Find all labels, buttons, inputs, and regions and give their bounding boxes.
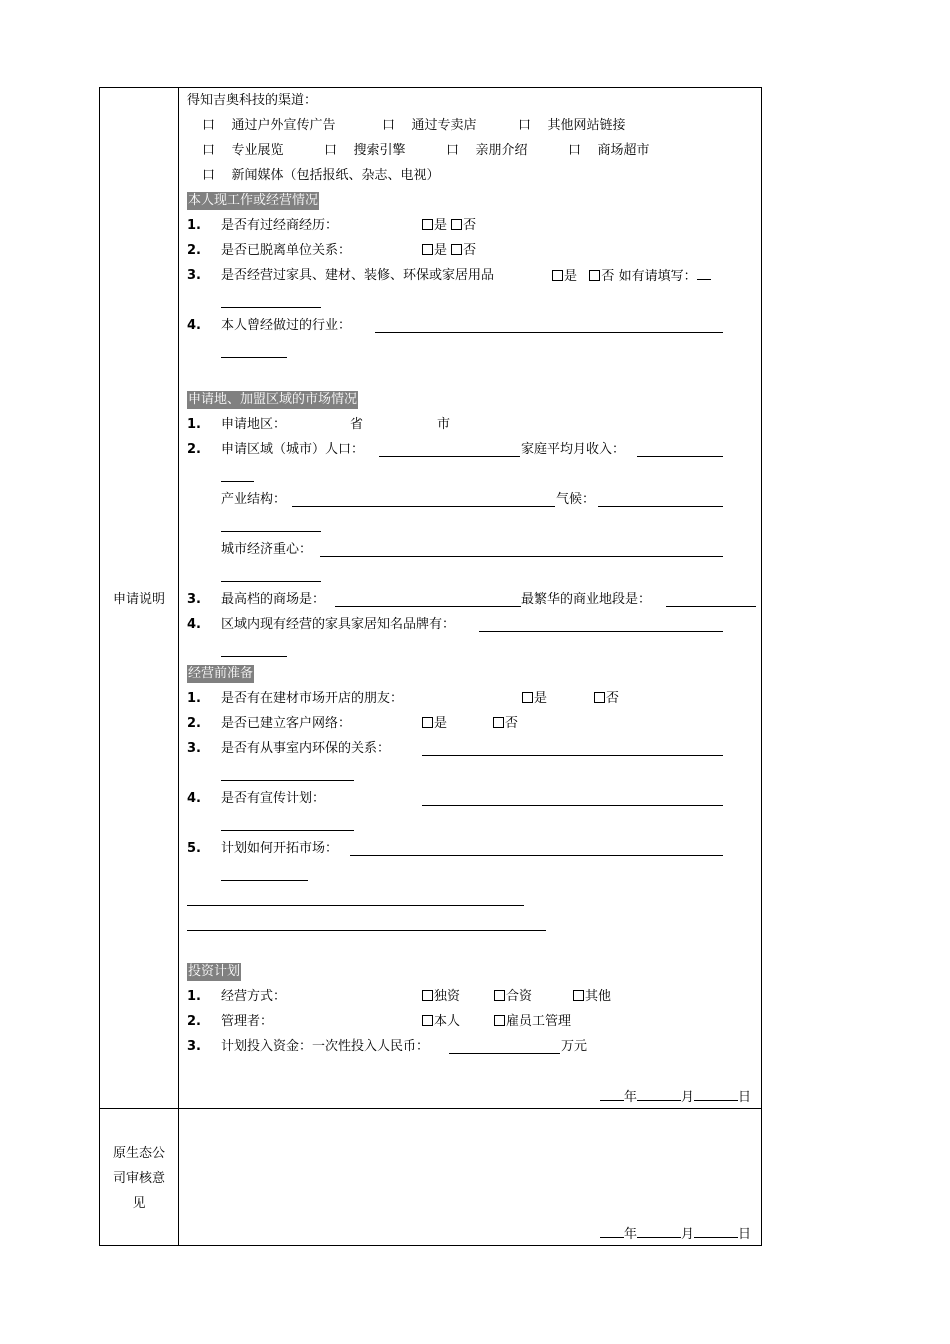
- work-q2-label: 是否已脱离单位关系：: [221, 243, 352, 258]
- prep-q1-no[interactable]: 否: [594, 689, 619, 709]
- economy-blank-continued[interactable]: [221, 581, 321, 582]
- industry-blank[interactable]: [292, 506, 555, 507]
- section-header-market: 申请地、加盟区域的市场情况: [188, 392, 358, 407]
- channel-option-search[interactable]: 口 搜索引擎: [324, 143, 406, 158]
- work-q1-label: 是否有过经商经历：: [221, 218, 339, 233]
- prep-q3-label: 是否有从事室内环保的关系：: [221, 741, 391, 756]
- year-blank[interactable]: [600, 1087, 624, 1101]
- invest-q2-label: 管理者：: [221, 1014, 274, 1029]
- invest-q3-label: 计划投入资金：一次性投入人民币：: [221, 1039, 430, 1054]
- checkbox-glyph: 口: [568, 143, 582, 158]
- prep-q5-blank-continued[interactable]: [221, 880, 308, 881]
- invest-option-self[interactable]: 本人: [422, 1012, 460, 1032]
- work-q3-blank[interactable]: [697, 266, 711, 280]
- checkbox-glyph: 口: [202, 168, 216, 183]
- checkbox-yes[interactable]: [422, 717, 433, 728]
- year-blank[interactable]: [600, 1224, 624, 1238]
- label-review-line-3: 见: [132, 1196, 146, 1211]
- month-blank[interactable]: [637, 1087, 681, 1101]
- section-header-invest: 投资计划: [188, 964, 241, 979]
- economy-label: 城市经济重心：: [221, 542, 313, 557]
- prep-q4-blank-continued[interactable]: [221, 830, 354, 831]
- item-number: 2.: [187, 1014, 201, 1029]
- invest-option-hired[interactable]: 雇员工管理: [494, 1012, 571, 1032]
- section-header-prep: 经营前准备: [188, 666, 254, 681]
- item-number: 1.: [187, 218, 201, 233]
- item-number: 4.: [187, 617, 201, 632]
- checkbox-yes[interactable]: [552, 270, 563, 281]
- prep-q4-blank[interactable]: [422, 805, 723, 806]
- prep-q5-blank[interactable]: [350, 855, 723, 856]
- climate-blank-continued[interactable]: [221, 531, 321, 532]
- channel-option-links[interactable]: 口 其他网站链接: [518, 118, 626, 133]
- checkbox-glyph: 口: [382, 118, 396, 133]
- channel-option-friends[interactable]: 口 亲朋介绍: [446, 143, 528, 158]
- review-opinion-area[interactable]: [179, 1109, 761, 1222]
- invest-option-sole[interactable]: 独资: [422, 987, 460, 1007]
- income-blank[interactable]: [637, 456, 723, 457]
- day-blank[interactable]: [694, 1087, 738, 1101]
- channel-title: 得知吉奥科技的渠道：: [187, 93, 318, 108]
- checkbox-no[interactable]: [451, 219, 462, 230]
- brands-blank[interactable]: [479, 631, 723, 632]
- climate-blank[interactable]: [598, 506, 723, 507]
- item-number: 3.: [187, 741, 201, 756]
- market-province-label: 省: [350, 417, 364, 432]
- item-number: 1.: [187, 989, 201, 1004]
- invest-option-joint[interactable]: 合资: [494, 987, 532, 1007]
- checkbox-yes[interactable]: [422, 244, 433, 255]
- checkbox-sole[interactable]: [422, 990, 433, 1001]
- checkbox-hired[interactable]: [494, 1015, 505, 1026]
- item-number: 5.: [187, 841, 201, 856]
- work-q4-blank[interactable]: [375, 332, 723, 333]
- checkbox-glyph: 口: [324, 143, 338, 158]
- checkbox-glyph: 口: [518, 118, 532, 133]
- channel-option-media[interactable]: 口 新闻媒体（包括报纸、杂志、电视）: [202, 168, 440, 183]
- prep-q2-no[interactable]: 否: [493, 714, 518, 734]
- prep-q2-yes[interactable]: 是: [422, 714, 447, 734]
- label-application-notes: 申请说明: [112, 592, 165, 607]
- checkbox-glyph: 口: [202, 118, 216, 133]
- prep-q5-label: 计划如何开拓市场：: [221, 841, 339, 856]
- work-q1-options[interactable]: 是 否: [422, 216, 476, 236]
- prep-q1-yes[interactable]: 是: [522, 689, 547, 709]
- brands-blank-continued[interactable]: [221, 656, 287, 657]
- mall-blank[interactable]: [335, 606, 521, 607]
- prep-q2-label: 是否已建立客户网络：: [221, 716, 352, 731]
- prep-q3-blank-continued[interactable]: [221, 780, 354, 781]
- item-number: 1.: [187, 417, 201, 432]
- district-label: 最繁华的商业地段是：: [521, 592, 652, 607]
- channel-option-mall[interactable]: 口 商场超市: [568, 143, 650, 158]
- label-review-line-1: 原生态公: [112, 1146, 165, 1161]
- income-label: 家庭平均月收入：: [521, 442, 626, 457]
- date-line-review: 年 月 日: [600, 1224, 751, 1244]
- section-header-work: 本人现工作或经营情况: [188, 193, 319, 208]
- channel-option-store[interactable]: 口 通过专卖店: [382, 118, 477, 133]
- prep-extra-line-1[interactable]: [187, 905, 524, 906]
- channel-option-expo[interactable]: 口 专业展览: [202, 143, 284, 158]
- work-q4-label: 本人曾经做过的行业：: [221, 318, 352, 333]
- item-number: 2.: [187, 716, 201, 731]
- market-q2-label: 申请区域（城市）人口：: [221, 442, 365, 457]
- checkbox-no[interactable]: [493, 717, 504, 728]
- item-number: 2.: [187, 442, 201, 457]
- channel-option-outdoor[interactable]: 口 通过户外宣传广告: [202, 118, 336, 133]
- checkbox-no[interactable]: [451, 244, 462, 255]
- prep-q4-label: 是否有宣传计划：: [221, 791, 326, 806]
- invest-option-other[interactable]: 其他: [573, 987, 611, 1007]
- work-q3-blank-continued[interactable]: [221, 307, 321, 308]
- climate-label: 气候：: [556, 492, 596, 507]
- work-q2-options[interactable]: 是 否: [422, 241, 476, 261]
- investment-amount-blank[interactable]: [449, 1053, 560, 1054]
- work-q3-options[interactable]: 是 否 如有请填写：: [552, 266, 711, 286]
- checkbox-glyph: 口: [446, 143, 460, 158]
- checkbox-other[interactable]: [573, 990, 584, 1001]
- checkbox-yes[interactable]: [522, 692, 533, 703]
- date-line-application: 年 月 日: [600, 1087, 751, 1107]
- district-blank[interactable]: [666, 606, 756, 607]
- checkbox-yes[interactable]: [422, 219, 433, 230]
- economy-blank[interactable]: [320, 556, 723, 557]
- checkbox-no[interactable]: [589, 270, 600, 281]
- checkbox-joint[interactable]: [494, 990, 505, 1001]
- prep-q3-blank[interactable]: [422, 755, 723, 756]
- item-number: 2.: [187, 243, 201, 258]
- market-q4-label: 区域内现有经营的家具家居知名品牌有：: [221, 617, 456, 632]
- item-number: 4.: [187, 791, 201, 806]
- day-blank[interactable]: [694, 1224, 738, 1238]
- checkbox-no[interactable]: [594, 692, 605, 703]
- invest-unit: 万元: [561, 1039, 588, 1054]
- item-number: 3.: [187, 268, 201, 283]
- application-form-table: [99, 87, 762, 1246]
- label-review-line-2: 司审核意: [112, 1171, 165, 1186]
- prep-extra-line-2[interactable]: [187, 930, 546, 931]
- month-blank[interactable]: [637, 1224, 681, 1238]
- work-q4-blank-continued[interactable]: [221, 357, 287, 358]
- industry-label: 产业结构：: [221, 492, 287, 507]
- market-city-label: 市: [437, 417, 451, 432]
- population-blank[interactable]: [379, 456, 520, 457]
- item-number: 3.: [187, 592, 201, 607]
- prep-q1-label: 是否有在建材市场开店的朋友：: [221, 691, 404, 706]
- checkbox-self[interactable]: [422, 1015, 433, 1026]
- income-blank-continued[interactable]: [221, 481, 254, 482]
- item-number: 4.: [187, 318, 201, 333]
- work-q3-label: 是否经营过家具、建材、装修、环保或家居用品: [221, 268, 495, 283]
- item-number: 1.: [187, 691, 201, 706]
- invest-q1-label: 经营方式：: [221, 989, 287, 1004]
- market-q3-label: 最高档的商场是：: [221, 592, 326, 607]
- column-divider: [178, 88, 179, 1245]
- market-q1-label: 申请地区：: [221, 417, 287, 432]
- checkbox-glyph: 口: [202, 143, 216, 158]
- item-number: 3.: [187, 1039, 201, 1054]
